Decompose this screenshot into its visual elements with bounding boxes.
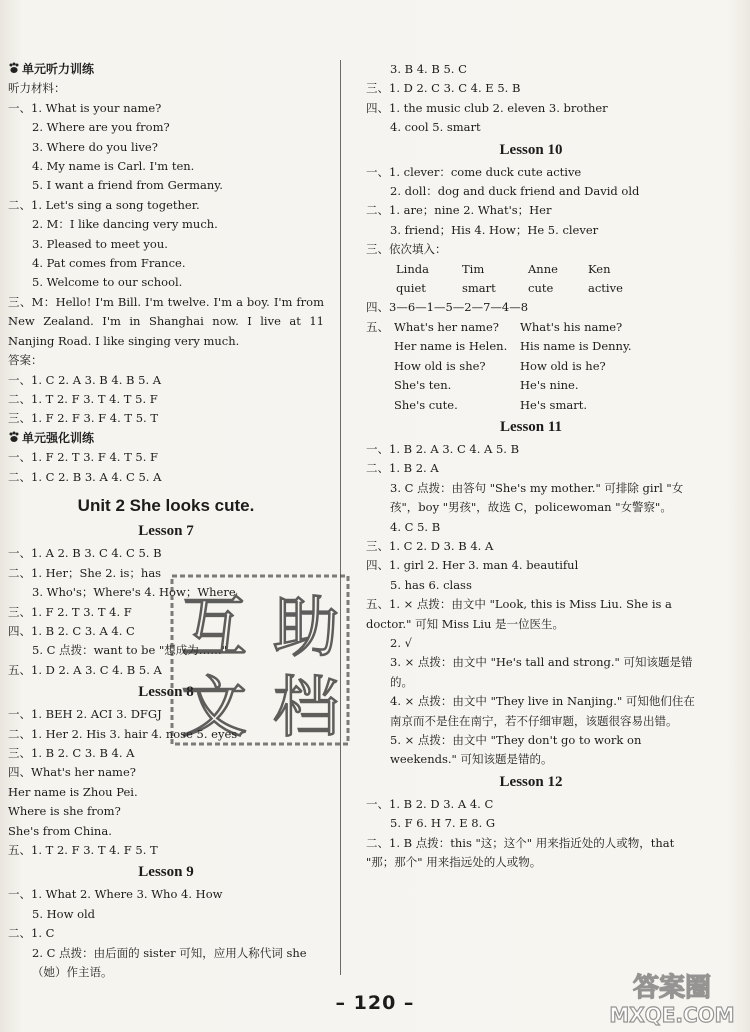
dialogue-cell: He's nine. <box>520 378 579 393</box>
lesson-12-title: Lesson 12 <box>499 773 563 790</box>
dialogue-cell: What's her name? <box>394 319 499 334</box>
listening-line: 3. Pleased to meet you. <box>32 236 168 251</box>
continued-line: 3. B 4. B 5. C <box>390 62 467 76</box>
lesson-8-line: 三、1. B 2. C 3. B 4. A <box>8 746 135 760</box>
watermark-text: 答案圈 <box>632 973 712 1003</box>
lesson-7-line: 二、1. Her；She 2. is；has <box>8 565 162 580</box>
stamp-char: 档 <box>273 669 339 746</box>
fill-cell: Anne <box>528 261 558 276</box>
fill-cell: smart <box>462 281 496 296</box>
listening-material-label: 听力材料： <box>8 81 66 96</box>
answer-line: 一、1. C 2. A 3. B 4. B 5. A <box>8 372 162 387</box>
lesson-11-line: 二、1. B 2. A <box>366 461 439 476</box>
lesson-9-line: 二、1. C <box>8 926 55 941</box>
fill-cell: cute <box>528 281 554 296</box>
stamp-char: 文 <box>181 669 247 746</box>
lesson-11-line: 三、1. C 2. D 3. B 4. A <box>366 538 494 553</box>
listening-line: 5. I want a friend from Germany. <box>32 178 223 193</box>
dialogue-cell: What's his name? <box>520 319 623 334</box>
lesson-7-line: 一、1. A 2. B 3. C 4. C 5. B <box>8 546 162 561</box>
lesson-9-line: 一、1. What 2. Where 3. Who 4. How <box>8 887 223 902</box>
strengthen-line: 二、1. C 2. B 3. A 4. C 5. A <box>8 469 162 484</box>
dialogue-cell: How old is he? <box>520 358 606 373</box>
lesson-11-line: 一、1. B 2. A 3. C 4. A 5. B <box>366 441 520 456</box>
lesson-12-line: 一、1. B 2. D 3. A 4. C <box>366 796 494 811</box>
listening-line: 4. Pat comes from France. <box>32 256 186 271</box>
lesson-12-line: 二、1. B 点拨：this "这；这个" 用来指近处的人或物，that "那；那个" 用来指远处的人或物。 <box>366 835 675 870</box>
dialogue-block <box>366 318 696 415</box>
lesson-11-line: 3. × 点拨：由文中 "He's tall and strong." 可知该题是错的。 <box>390 655 693 689</box>
lesson-10-line: 二、1. are；nine 2. What's；Her <box>366 203 552 218</box>
lesson-11-line: 5. has 6. class <box>390 577 472 592</box>
fill-cell: quiet <box>396 281 426 296</box>
fill-in-grid <box>366 260 696 299</box>
listening-line: 4. My name is Carl. I'm ten. <box>32 159 195 174</box>
lesson-10-line: 三、依次填入： <box>366 242 447 257</box>
lesson-9-line: 2. C 点拨：由后面的 sister 可知，应用人称代词 she（她）作主语。 <box>32 945 307 980</box>
stamp-char: 助 <box>273 589 339 666</box>
lesson-8-line: Where is she from? <box>8 804 121 819</box>
lesson-7-line: 三、1. F 2. T 3. T 4. F <box>8 604 132 619</box>
paw-icon <box>8 431 20 443</box>
lesson-8-line: 二、1. Her 2. His 3. hair 4. nose 5. eyes <box>8 726 238 741</box>
lesson-8-line: 一、1. BEH 2. ACI 3. DFGJ <box>8 707 162 722</box>
listening-line: 二、1. Let's sing a song together. <box>8 197 200 212</box>
order-line: 四、3—6—1—5—2—7—4—8 <box>366 300 529 315</box>
stamp-seal <box>168 572 352 748</box>
dialogue-label: 五、 <box>366 319 389 334</box>
left-column <box>8 60 324 982</box>
dialogue-cell: He's smart. <box>520 397 587 412</box>
stamp-char: 互 <box>181 589 247 666</box>
continued-line: 三、1. D 2. C 3. C 4. E 5. B <box>366 81 521 96</box>
lesson-7-line: 四、1. B 2. C 3. A 4. C <box>8 623 135 638</box>
lesson-10-line: 2. doll：dog and duck friend and David old <box>390 184 640 199</box>
lesson-11-title: Lesson 11 <box>499 418 563 435</box>
listening-passage: 三、M：Hello! I'm Bill. I'm twelve. I'm a boy. I'm from New Zealand. I'm in Shanghai now. I live at 11 Nanjing Road. I like singing very much. <box>8 294 324 348</box>
lesson-8-line: 四、What's her name? <box>8 765 136 780</box>
page-number: – 120 – <box>335 992 415 1014</box>
dialogue-cell: She's ten. <box>394 378 452 393</box>
continued-line: 4. cool 5. smart <box>390 120 481 135</box>
lesson-11-line: 3. C 点拨：由答句 "She's my mother." 可排除 girl "女孩"，boy "男孩"，故选 C，policewoman "女警察"。 <box>390 480 684 515</box>
fill-cell: Tim <box>462 261 485 276</box>
lesson-7-title: Lesson 7 <box>138 523 194 540</box>
strengthen-line: 一、1. F 2. T 3. F 4. T 5. F <box>8 450 159 465</box>
paw-icon <box>8 62 20 74</box>
right-column <box>366 60 696 872</box>
listening-line: 2. Where are you from? <box>32 120 170 135</box>
lesson-11-line: 2. √ <box>390 635 412 650</box>
listening-line: 一、1. What is your name? <box>8 100 162 115</box>
lesson-8-line: Her name is Zhou Pei. <box>8 784 138 799</box>
lesson-8-line: She's from China. <box>8 823 112 838</box>
listening-line: 5. Welcome to our school. <box>32 275 183 290</box>
lesson-11-line: 四、1. girl 2. Her 3. man 4. beautiful <box>366 558 579 573</box>
listening-section-title: 单元听力训练 <box>8 60 324 79</box>
fill-cell: Linda <box>396 261 429 276</box>
continued-line: 四、1. the music club 2. eleven 3. brother <box>366 100 608 115</box>
fill-cell: active <box>588 281 623 296</box>
column-divider <box>340 60 341 975</box>
lesson-8-line: 五、1. T 2. F 3. T 4. F 5. T <box>8 843 158 858</box>
unit-title: Unit 2 She looks cute. <box>77 495 255 515</box>
strengthen-section-title: 单元强化训练 <box>8 429 324 448</box>
lesson-7-line: 五、1. D 2. A 3. C 4. B 5. A <box>8 662 162 677</box>
lesson-11-line: 4. × 点拨：由文中 "They live in Nanjing." 可知他们住在南京而不是住在南宁，若不仔细审题，该题很容易出错。 <box>390 694 695 728</box>
listening-line: 2. M：I like dancing very much. <box>32 217 218 232</box>
fill-cell: Ken <box>588 261 611 276</box>
lesson-10-line: 3. friend；His 4. How；He 5. clever <box>390 222 599 237</box>
site-watermark <box>602 966 742 1028</box>
dialogue-cell: His name is Denny. <box>520 339 632 354</box>
lesson-8-title: Lesson 8 <box>138 684 194 701</box>
lesson-7-line: 5. C 点拨：want to be "想成为……" <box>32 643 228 658</box>
lesson-11-line: 4. C 5. B <box>390 519 441 534</box>
lesson-9-line: 5. How old <box>32 906 96 921</box>
lesson-10-title: Lesson 10 <box>499 141 563 158</box>
lesson-10-line: 一、1. clever：come duck cute active <box>366 164 582 179</box>
answer-line: 三、1. F 2. F 3. F 4. T 5. T <box>8 411 159 426</box>
watermark-text: MXQE.COM <box>609 1003 735 1027</box>
dialogue-cell: How old is she? <box>394 358 486 373</box>
lesson-11-line: 5. × 点拨：由文中 "They don't go to work on weekends." 可知该题是错的。 <box>390 733 642 767</box>
dialogue-cell: She's cute. <box>394 397 458 412</box>
lesson-12-line: 5. F 6. H 7. E 8. G <box>390 816 496 831</box>
lesson-9-title: Lesson 9 <box>138 864 194 881</box>
lesson-11-line: 五、1. × 点拨：由文中 "Look, this is Miss Liu. She is a doctor." 可知 Miss Liu 是一位医生。 <box>366 597 672 631</box>
lesson-7-line: 3. Who's；Where's 4. How；Where <box>32 585 236 600</box>
dialogue-grid <box>366 318 696 415</box>
listening-line: 3. Where do you live? <box>32 139 158 154</box>
answer-line: 二、1. T 2. F 3. T 4. T 5. F <box>8 391 158 406</box>
dialogue-cell: Her name is Helen. <box>394 339 508 354</box>
answers-label: 答案： <box>8 353 43 368</box>
